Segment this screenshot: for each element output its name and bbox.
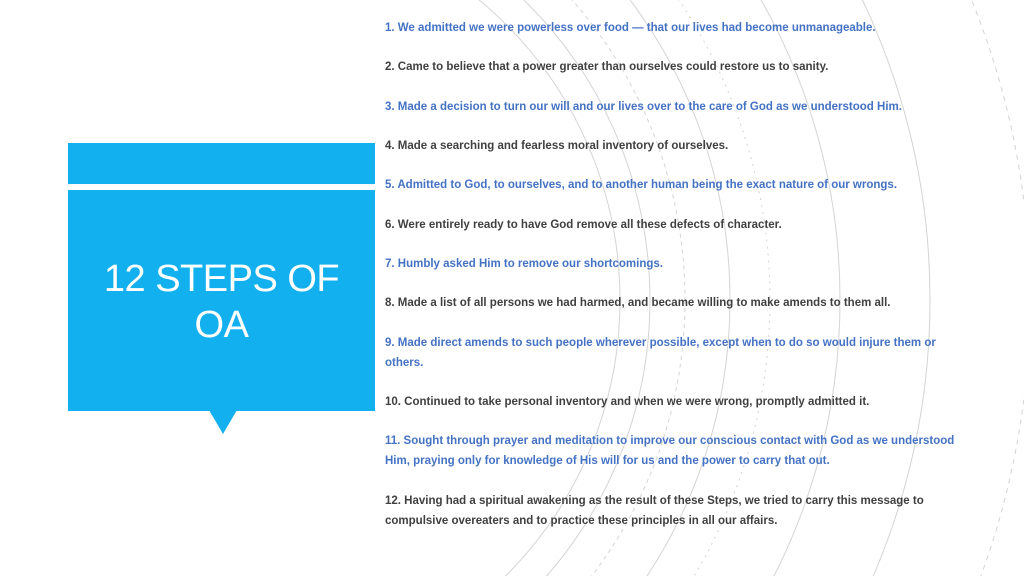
accent-bar [68,143,375,184]
step-4: 4. Made a searching and fearless moral inventory of ourselves. [385,140,729,152]
title-callout [68,190,375,411]
step-5: 5. Admitted to God, to ourselves, and to another human being the exact nature of our wrongs. [385,179,898,191]
step-10: 10. Continued to take personal inventory and when we were wrong, promptly admitted it. [385,396,870,408]
step-8: 8. Made a list of all persons we had harmed, and became willing to make amends to them all. [385,297,891,309]
callout-pointer [209,410,237,434]
step-2: 2. Came to believe that a power greater than ourselves could restore us to sanity. [385,61,829,73]
step-12: 12. Having had a spiritual awakening as the result of these Steps, we tried to carry this message to compulsive overeaters and to practice these principles in all our affairs. [385,495,924,527]
step-11: 11. Sought through prayer and meditation to improve our conscious contact with God as we understood Him, praying only for knowledge of His will for us and the power to carry that out. [385,435,955,467]
step-7: 7. Humbly asked Him to remove our shortcomings. [385,258,663,270]
slide-title: 12 STEPS OF OA [103,257,340,346]
step-3: 3. Made a decision to turn our will and our lives over to the care of God as we understood Him. [385,101,902,113]
step-9: 9. Made direct amends to such people wherever possible, except when to do so would injure them or others. [385,337,936,369]
step-6: 6. Were entirely ready to have God remove all these defects of character. [385,219,782,231]
step-1: 1. We admitted we were powerless over food — that our lives had become unmanageable. [385,22,876,34]
